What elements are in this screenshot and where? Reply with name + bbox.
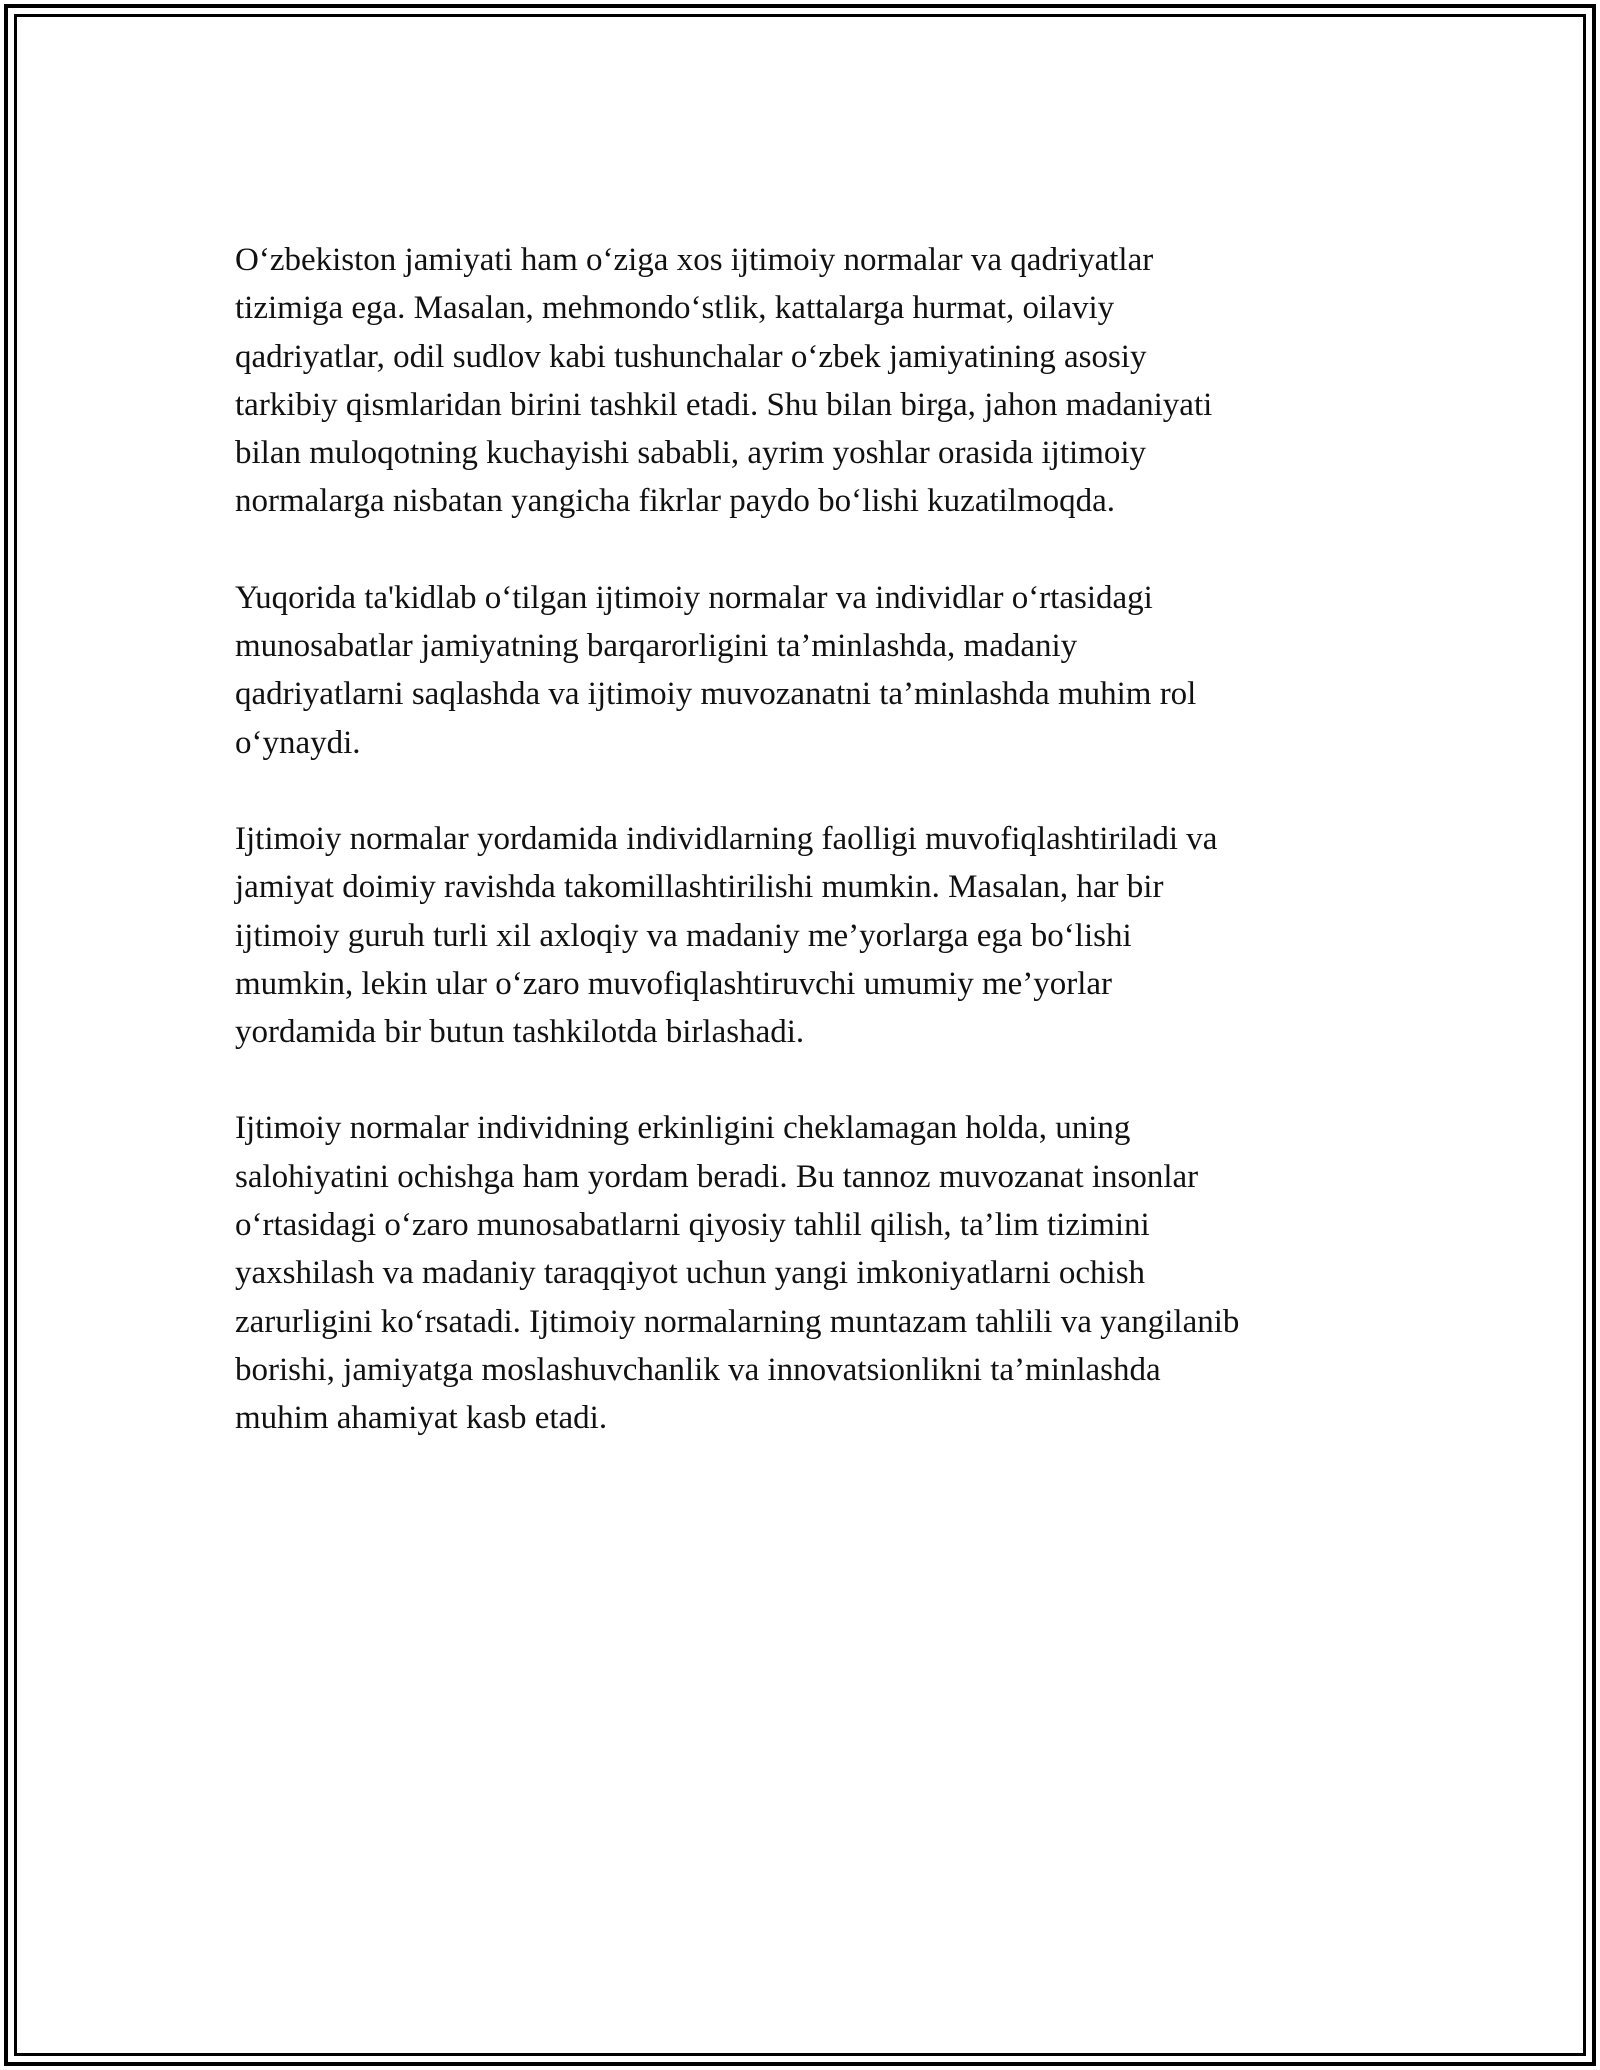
text-line: Yuqorida ta'kidlab o‘tilgan ijtimoiy normalar va individlar o‘rtasidagi: [235, 579, 1153, 616]
text-line: tarkibiy qismlaridan birini tashkil etadi. Shu bilan birga, jahon madaniyati: [235, 386, 1213, 423]
paragraph-2: [235, 574, 1365, 767]
text-line: jamiyat doimiy ravishda takomillashtirilishi mumkin. Masalan, har bir: [235, 869, 1164, 906]
text-line: ijtimoiy guruh turli xil axloqiy va madaniy me’yorlarga ega bo‘lishi: [235, 917, 1132, 954]
text-line: normalarga nisbatan yangicha fikrlar paydo bo‘lishi kuzatilmoqda.: [235, 483, 1116, 520]
text-line: yordamida bir butun tashkilotda birlashadi.: [235, 1014, 805, 1051]
text-line: munosabatlar jamiyatning barqarorligini ta’minlashda, madaniy: [235, 628, 1078, 665]
text-line: borishi, jamiyatga moslashuvchanlik va innovatsionlikni ta’minlashda: [235, 1351, 1161, 1388]
text-line: o‘rtasidagi o‘zaro munosabatlarni qiyosiy tahlil qilish, ta’lim tizimini: [235, 1207, 1150, 1244]
paragraph-1: [235, 236, 1365, 526]
document-body: [235, 236, 1365, 1491]
text-line: O‘zbekiston jamiyati ham o‘ziga xos ijtimoiy normalar va qadriyatlar: [235, 242, 1154, 278]
text-line: Ijtimoiy normalar yordamida individlarning faolligi muvofiqlashtiriladi va: [235, 820, 1218, 857]
text-line: Ijtimoiy normalar individning erkinligini cheklamagan holda, uning: [235, 1110, 1131, 1147]
text-line: qadriyatlar, odil sudlov kabi tushunchalar o‘zbek jamiyatining asosiy: [235, 338, 1147, 375]
text-line: o‘ynaydi.: [235, 724, 361, 761]
text-line: mumkin, lekin ular o‘zaro muvofiqlashtiruvchi umumiy me’yorlar: [235, 965, 1113, 1002]
text-line: tizimiga ega. Masalan, mehmondo‘stlik, kattalarga hurmat, oilaviy: [235, 290, 1115, 327]
text-line: muhim ahamiyat kasb etadi.: [235, 1400, 608, 1437]
text-line: salohiyatini ochishga ham yordam beradi. Bu tannoz muvozanat insonlar: [235, 1158, 1199, 1195]
text-line: bilan muloqotning kuchayishi sababli, ayrim yoshlar orasida ijtimoiy: [235, 435, 1147, 472]
paragraph-3: [235, 815, 1365, 1056]
text-line: qadriyatlarni saqlashda va ijtimoiy muvozanatni ta’minlashda muhim rol: [235, 676, 1197, 713]
paragraph-4: [235, 1104, 1365, 1442]
text-line: yaxshilash va madaniy taraqqiyot uchun yangi imkoniyatlarni ochish: [235, 1255, 1146, 1292]
text-line: zarurligini ko‘rsatadi. Ijtimoiy normalarning muntazam tahlili va yangilanib: [235, 1303, 1240, 1340]
